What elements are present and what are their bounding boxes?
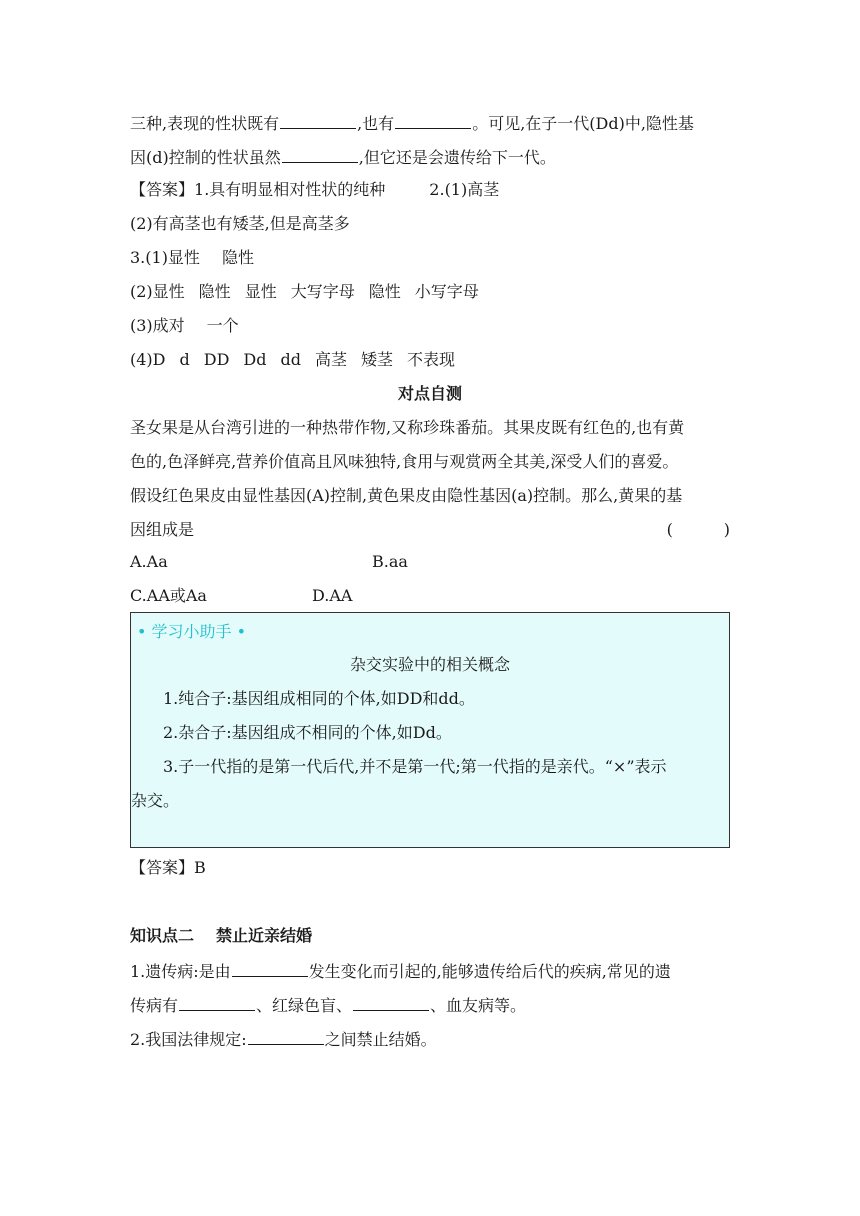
text: 。可见,在子一代(Dd)中,隐性基	[472, 114, 694, 133]
option-a[interactable]: A.Aa	[130, 552, 168, 571]
text: 传病有	[130, 996, 179, 1015]
answer-parentheses[interactable]: ( )	[666, 520, 730, 539]
text: 、红绿色盲、	[256, 996, 353, 1015]
helper-title: • 学习小助手 •	[137, 622, 247, 641]
answer-text: 1.具有明显相对性状的纯种	[194, 180, 386, 199]
option-d[interactable]: D.AA	[312, 586, 353, 605]
helper-item: 3.子一代指的是第一代后代,并不是第一代;第一代指的是亲代。“×”表示	[163, 757, 667, 776]
question-text: 因组成是	[130, 520, 195, 539]
heading-text: 禁止近亲结婚	[216, 926, 313, 945]
text: 、血友病等。	[430, 996, 527, 1015]
fill-in-line-1	[130, 110, 730, 136]
question-line: 色的,色泽鲜亮,营养价值高且风味独特,食用与观赏两全其美,深受人们的喜爱。	[130, 452, 679, 471]
study-helper-box	[130, 612, 730, 848]
fill-in-line	[130, 992, 730, 1018]
answer-text: (3)成对	[130, 316, 185, 335]
section-title: 对点自测	[397, 384, 462, 403]
answer-line-4	[130, 280, 730, 304]
blank-field[interactable]	[353, 992, 429, 1011]
fill-in-line-2	[130, 144, 730, 170]
answer-text: (2)显性	[130, 282, 185, 301]
answer-text: 显性	[244, 282, 277, 301]
answer-text: DD	[203, 350, 230, 369]
answer-text: 隐性	[368, 282, 401, 301]
text: ,也有	[357, 114, 395, 133]
option-c[interactable]: C.AA或Aa	[130, 586, 207, 605]
answer-line: 【答案】B	[130, 858, 206, 877]
heading-text: 知识点二	[130, 926, 195, 945]
blank-field[interactable]	[179, 992, 255, 1011]
answer-line-1	[130, 178, 730, 202]
helper-heading: 杂交实验中的相关概念	[349, 655, 510, 674]
question-line: 圣女果是从台湾引进的一种热带作物,又称珍珠番茄。其果皮既有红色的,也有黄	[130, 418, 685, 437]
answer-text: 小写字母	[414, 282, 479, 301]
text: 1.遗传病:是由	[130, 962, 231, 981]
answer-text: 2.(1)高茎	[429, 180, 500, 199]
text: 之间禁止结婚。	[324, 1030, 437, 1049]
blank-field[interactable]	[232, 958, 308, 977]
answer-text: 不表现	[407, 350, 456, 369]
fill-in-line	[130, 958, 730, 984]
answer-text: d	[179, 350, 190, 369]
answer-line-5	[130, 314, 730, 338]
answer-text: 矮茎	[360, 350, 393, 369]
option-b[interactable]: B.aa	[372, 552, 408, 571]
question-line	[130, 518, 730, 542]
answer-label: 【答案】	[130, 180, 195, 199]
answer-text: Dd	[243, 350, 267, 369]
answer-text: 3.(1)显性	[130, 248, 200, 267]
blank-field[interactable]	[280, 110, 356, 129]
options-row-1	[130, 550, 730, 574]
helper-item-continued: 杂交。	[131, 791, 180, 810]
text: 2.我国法律规定:	[130, 1030, 247, 1049]
answer-text: 高茎	[314, 350, 347, 369]
question-line: 假设红色果皮由显性基因(A)控制,黄色果皮由隐性基因(a)控制。那么,黄果的基	[130, 486, 683, 505]
answer-line-6	[130, 348, 730, 372]
text: 因(d)控制的性状虽然	[130, 148, 281, 167]
fill-in-line	[130, 1026, 730, 1052]
options-row-2	[130, 584, 730, 608]
text: 三种,表现的性状既有	[130, 114, 280, 133]
helper-item: 1.纯合子:基因组成相同的个体,如DD和dd。	[163, 689, 475, 708]
answer-text: 一个	[206, 316, 239, 335]
helper-item: 2.杂合子:基因组成不相同的个体,如Dd。	[163, 723, 452, 742]
answer-text: (2)有高茎也有矮茎,但是高茎多	[130, 214, 350, 233]
blank-field[interactable]	[248, 1026, 324, 1045]
blank-field[interactable]	[395, 110, 471, 129]
answer-text: (4)D	[130, 350, 166, 369]
text: ,但它还是会遗传给下一代。	[358, 148, 556, 167]
answer-text: dd	[280, 350, 301, 369]
knowledge-heading	[130, 924, 730, 948]
answer-text: 大写字母	[290, 282, 355, 301]
blank-field[interactable]	[282, 144, 358, 163]
answer-text: 隐性	[198, 282, 231, 301]
answer-line-2	[130, 212, 730, 236]
answer-text: 隐性	[221, 248, 254, 267]
answer-line-3	[130, 246, 730, 270]
text: 发生变化而引起的,能够遗传给后代的疾病,常见的遗	[308, 962, 671, 981]
